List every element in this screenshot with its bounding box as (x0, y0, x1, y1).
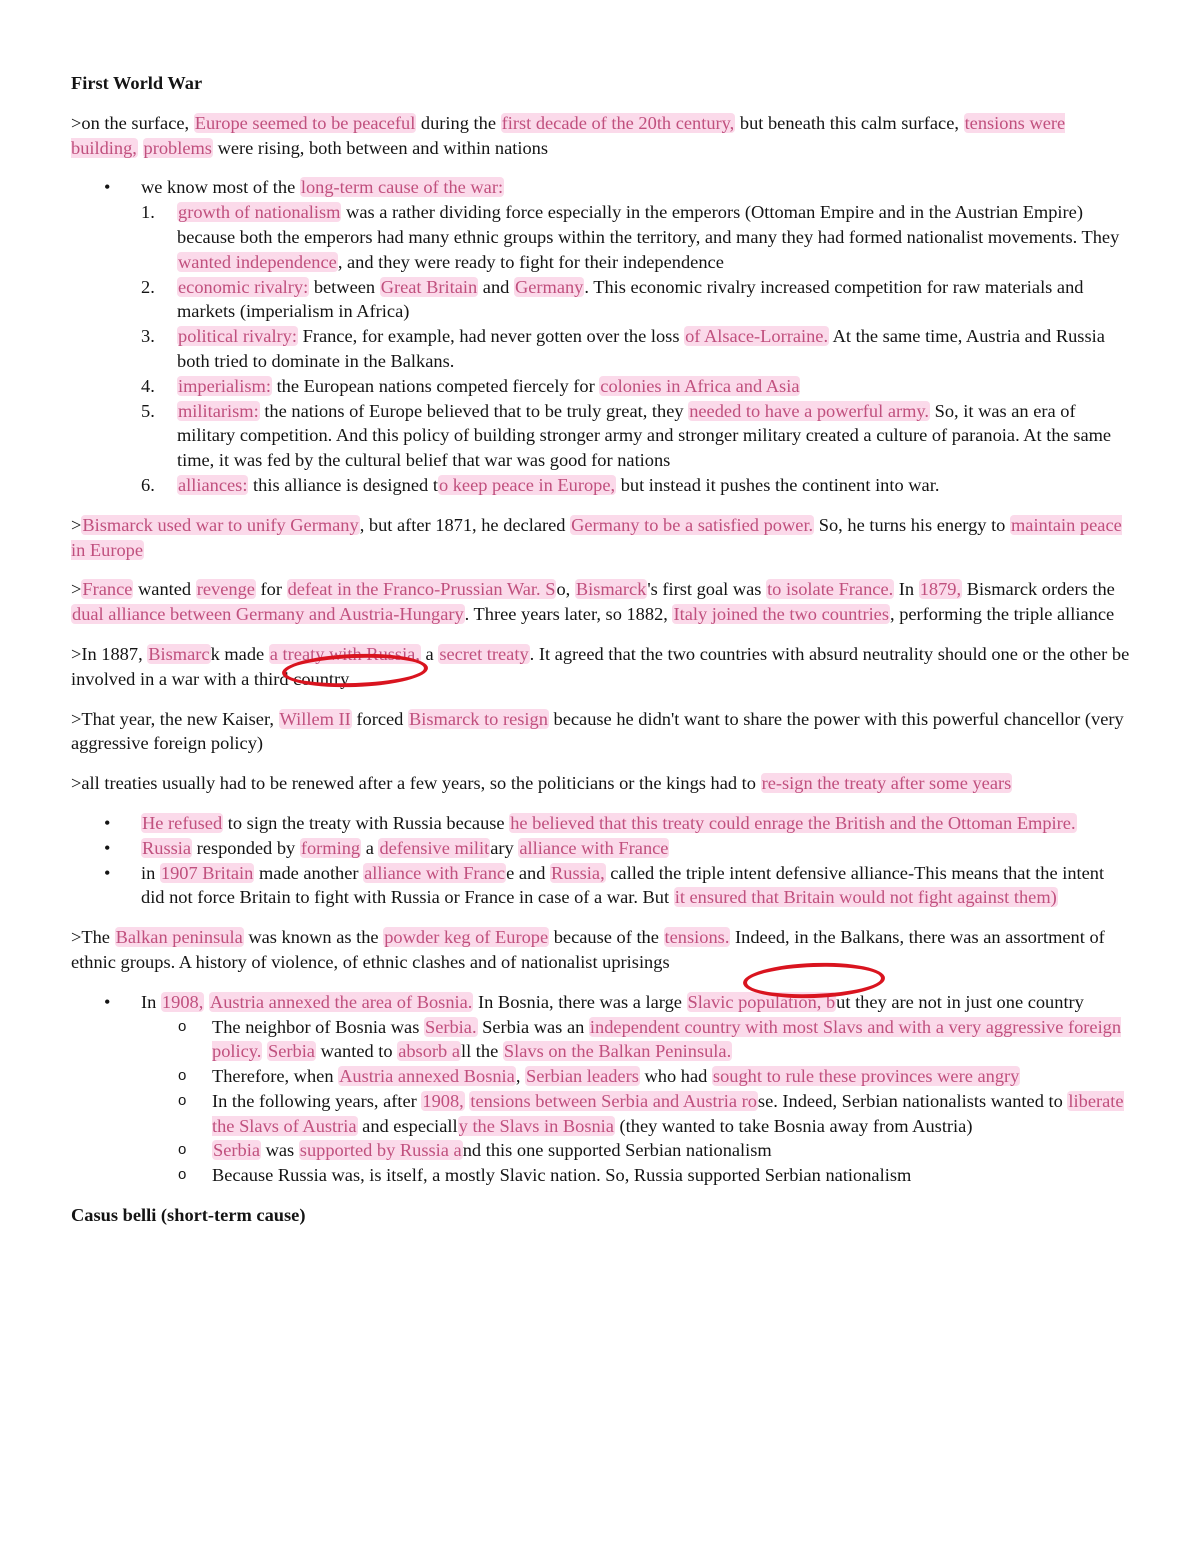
text-span: Because Russia was, is itself, a mostly Slavic nation. So, Russia supported Serbian nationalism (212, 1165, 912, 1186)
item-number: 5. (141, 400, 155, 421)
highlight: economic rivalry: (178, 276, 309, 297)
text-span: . This economic rivalry increased competition for raw materials and markets (imperialism in Africa) (177, 276, 1084, 322)
highlight: first decade of the 20th century, (501, 112, 735, 133)
list-item (71, 811, 1131, 836)
list-item (71, 175, 1131, 497)
text-span: defensive alliance-This means that the intent did not force Britain to fight with Russia or France in case of a war. But (141, 862, 1105, 908)
causes-bullet-list (71, 175, 1131, 497)
text-span: France, for example, had never gotten over the loss (298, 326, 685, 347)
france-paragraph (71, 577, 1131, 627)
text-span: but beneath this calm surface, (735, 112, 964, 133)
text-span: In (894, 579, 919, 600)
text-span: o, (556, 579, 575, 600)
highlight: political rivalry: (178, 326, 297, 347)
text-span: Therefore, when (212, 1066, 339, 1087)
text-span: a (420, 643, 439, 664)
text-span: and especiall (357, 1115, 458, 1136)
highlight: Serbia (267, 1041, 315, 1062)
text-span: a (361, 837, 379, 858)
text-span: was known as the (243, 927, 384, 948)
highlight: Russia (142, 837, 192, 858)
highlight: Italy joined the two countries (673, 604, 889, 625)
text-span: , and they were ready to fight for their independence (337, 251, 724, 272)
highlight: alliance with Franc (364, 862, 506, 883)
highlight: alliance with France (519, 837, 669, 858)
highlight: 1908, (161, 991, 204, 1012)
text-span: >all treaties usually had to be renewed after a few years, so the politicians or the kings had to (71, 773, 761, 794)
bismarck-paragraph (71, 513, 1131, 563)
text-span: were rising, both between and within nations (212, 137, 549, 158)
text-span: Serbia was an (477, 1016, 589, 1037)
highlight: Balkan peninsula (115, 927, 243, 948)
highlight: 1907 Britain (160, 862, 254, 883)
balkan-paragraph (71, 925, 1131, 975)
text-span (138, 138, 143, 158)
highlight: Germany (514, 276, 584, 297)
highlight: Bismarck to resign (408, 708, 548, 729)
text-span: but instead it pushes the continent into war. (616, 474, 940, 495)
text-span: At the same time, Austria and Russia both tried to dominate in the Balkans. (177, 326, 1105, 371)
text-span: the European nations competed fiercely for (271, 375, 600, 396)
highlight: Serbia. (424, 1016, 477, 1037)
text-span: 's first goal was (647, 579, 767, 600)
kaiser-paragraph (71, 707, 1131, 757)
text-span: because of the (549, 927, 664, 948)
text-span: and (478, 276, 514, 297)
highlight: Europe seemed to be peaceful (194, 112, 416, 133)
text-span: So, he turns his energy to (814, 514, 1010, 535)
highlight: growth of nationalism (178, 202, 341, 223)
text-span: nd this one supported Serbian nationalism (462, 1140, 772, 1161)
text-span: was a rather dividing force especially in the emperors (Ottoman Empire and in the Austrian Empire) because both the emperors had many ethnic groups within the territory, and many they had formed nationalist movements. They (177, 202, 1120, 247)
highlight: Serbia (213, 1140, 260, 1161)
highlight: long-term cause of the war: (300, 177, 504, 198)
circled-text: e triple alliance (1000, 604, 1115, 625)
text-span: In (141, 991, 161, 1012)
highlight: Austria annexed the area of Bosnia. (209, 991, 473, 1012)
highlight: forming (300, 837, 361, 858)
highlight: Serbian leaders (526, 1066, 639, 1087)
highlight: liberate the Slavs of Austria (212, 1090, 1124, 1136)
highlight: wanted independence (178, 251, 337, 272)
list-item (71, 990, 1131, 1188)
list-item (141, 1163, 1131, 1188)
text-span: , but after 1871, he declared (359, 514, 571, 535)
text-span: the nations of Europe believed that to be truly great, they (259, 400, 689, 421)
highlight: colonies in Africa and Asia (600, 375, 800, 396)
text-span: So, it was an era of military competition. And this policy of building stronger army and stronger military created a culture of paranoia. At the same time, it was fed by the cultural belief that war was good for nations (177, 400, 1112, 471)
list-item (141, 275, 1131, 325)
highlight: Russia, (551, 862, 605, 883)
item-number: 4. (141, 375, 155, 396)
highlight: independent country with most Slavs and with a very aggressive foreign policy. (212, 1016, 1122, 1062)
text-span: ut they are not in just one country (836, 991, 1084, 1012)
highlight: absorb a (398, 1041, 460, 1062)
text-span: In Bosnia, there was a large (473, 991, 687, 1012)
russia-treaty-paragraph (71, 642, 1131, 692)
text-span: in (141, 862, 160, 883)
list-item (141, 1138, 1131, 1163)
highlight: France (82, 579, 133, 600)
text-span: >In 1887, (71, 643, 148, 664)
item-number: 2. (141, 276, 155, 297)
text-span: . Three years later, so 1882, (464, 604, 673, 625)
highlight: sought to rule these provinces were angry (712, 1066, 1020, 1087)
highlight: defensive milit (379, 837, 490, 858)
text-span: called th (605, 862, 674, 883)
highlight: a treaty with Russia, (269, 643, 420, 664)
text-span: between (309, 276, 380, 297)
document-page (71, 71, 1131, 1243)
text-span: this alliance is designed t (248, 474, 438, 495)
list-item (141, 1015, 1131, 1065)
list-item (141, 200, 1131, 274)
highlight: of Alsace-Lorraine. (685, 326, 829, 347)
text-span: for (255, 579, 287, 600)
text-span: Bismarck orders the (962, 579, 1115, 600)
highlight: Bismarc (148, 643, 210, 664)
highlight: dual alliance between Germany and Austria-Hungary (72, 604, 464, 625)
bosnia-bullet-list (71, 990, 1131, 1188)
highlight: Slavic population, b (687, 991, 836, 1012)
text-span: e and (506, 862, 551, 883)
highlight: tensions. (664, 927, 730, 948)
text-span: Indeed, in the Balkans, there was an assortment of ethnic groups. A history of violence, of ethnic clashes and of nationalist uprisings (71, 927, 1105, 972)
highlight: problems (143, 137, 212, 158)
text-span: during the (416, 112, 501, 133)
highlight: powder keg of Europe (384, 927, 549, 948)
item-number: 3. (141, 326, 155, 347)
text-span: forced (351, 708, 408, 729)
circled-text: e triple intent (673, 862, 772, 883)
item-number: 6. (141, 474, 155, 495)
highlight: tensions between Serbia and Austria ro (470, 1090, 757, 1111)
highlight: imperialism: (178, 375, 271, 396)
highlight: Austria annexed Bosnia (339, 1066, 515, 1087)
highlight: needed to have a powerful army. (689, 400, 930, 421)
list-item (141, 1064, 1131, 1089)
text-span: In the following years, after (212, 1090, 422, 1111)
highlight: revenge (196, 579, 255, 600)
section-heading: Casus belli (short-term cause) (71, 1205, 306, 1226)
text-span: ll the (460, 1041, 503, 1062)
text-span: was (260, 1140, 299, 1161)
highlight: maintain peace in Europe (71, 514, 1122, 560)
list-item (141, 374, 1131, 399)
text-span: k made (210, 643, 269, 664)
highlight: alliances: (178, 474, 248, 495)
highlight: 1908, (422, 1090, 464, 1111)
text-span: responded by (192, 837, 300, 858)
text-span: ary (490, 837, 519, 858)
refusal-bullet-list (71, 811, 1131, 910)
highlight: He refused (142, 812, 223, 833)
item-number: 1. (141, 202, 155, 223)
highlight: defeat in the Franco-Prussian War. S (287, 579, 556, 600)
highlight: militarism: (178, 400, 259, 421)
text-span: , (515, 1066, 526, 1087)
highlight: Bismarck used war to unify Germany (82, 514, 359, 535)
treaties-paragraph (71, 771, 1131, 796)
text-span: who had (639, 1066, 712, 1087)
highlight: Willem II (279, 708, 351, 729)
highlight: Slavs on the Balkan Peninsula. (503, 1041, 732, 1062)
text-span: >The (71, 927, 115, 948)
highlight: tensions were building, (71, 112, 1066, 158)
highlight: to isolate France. (767, 579, 894, 600)
highlight: Bismarck (575, 579, 647, 600)
text-span: The neighbor of Bosnia was (212, 1016, 424, 1037)
highlight: supported by Russia a (299, 1140, 462, 1161)
bosnia-sub-list (141, 1015, 1131, 1189)
highlight: re-sign the treaty after some years (761, 773, 1012, 794)
text-span: because he didn't want to share the power with this powerful chancellor (very aggressive foreign policy) (71, 708, 1124, 754)
text-span: > (71, 514, 82, 535)
highlight: o keep peace in Europe, (438, 474, 616, 495)
list-item (141, 399, 1131, 473)
causes-numbered-list (141, 200, 1131, 498)
text-span: (they wanted to take Bosnia away from Austria) (614, 1115, 973, 1136)
document-title: First World War (71, 73, 203, 93)
highlight: it ensured that Britain would not fight against them) (674, 887, 1057, 908)
text-span: wanted (133, 579, 196, 600)
highlight: Germany to be a satisfied power. (571, 514, 814, 535)
text-span: >That year, the new Kaiser, (71, 708, 279, 729)
text-span: wanted to (315, 1041, 398, 1062)
text-span: , performing th (890, 604, 1001, 625)
highlight: Great Britain (380, 276, 478, 297)
list-item (71, 861, 1131, 911)
text-span: se. Indeed, Serbian nationalists wanted to (757, 1090, 1068, 1111)
highlight: 1879, (919, 579, 962, 600)
list-item (141, 324, 1131, 374)
text-span: >on the surface, (71, 112, 194, 133)
text-span: made another (254, 862, 364, 883)
text-span: > (71, 579, 82, 600)
list-item (141, 1089, 1131, 1139)
list-item (141, 473, 1131, 498)
text-span: we know most of the (141, 177, 300, 198)
highlight: he believed that this treaty could enrage the British and the Ottoman Empire. (510, 812, 1076, 833)
list-item (71, 836, 1131, 861)
highlight: secret treaty (439, 643, 529, 664)
highlight: y the Slavs in Bosnia (458, 1115, 614, 1136)
text-span: to sign the treaty with Russia because (223, 812, 510, 833)
intro-paragraph (71, 111, 1131, 161)
text-span: . It agreed that the two countries with absurd neutrality should one or the other be involved in a war with a third country (71, 643, 1130, 689)
